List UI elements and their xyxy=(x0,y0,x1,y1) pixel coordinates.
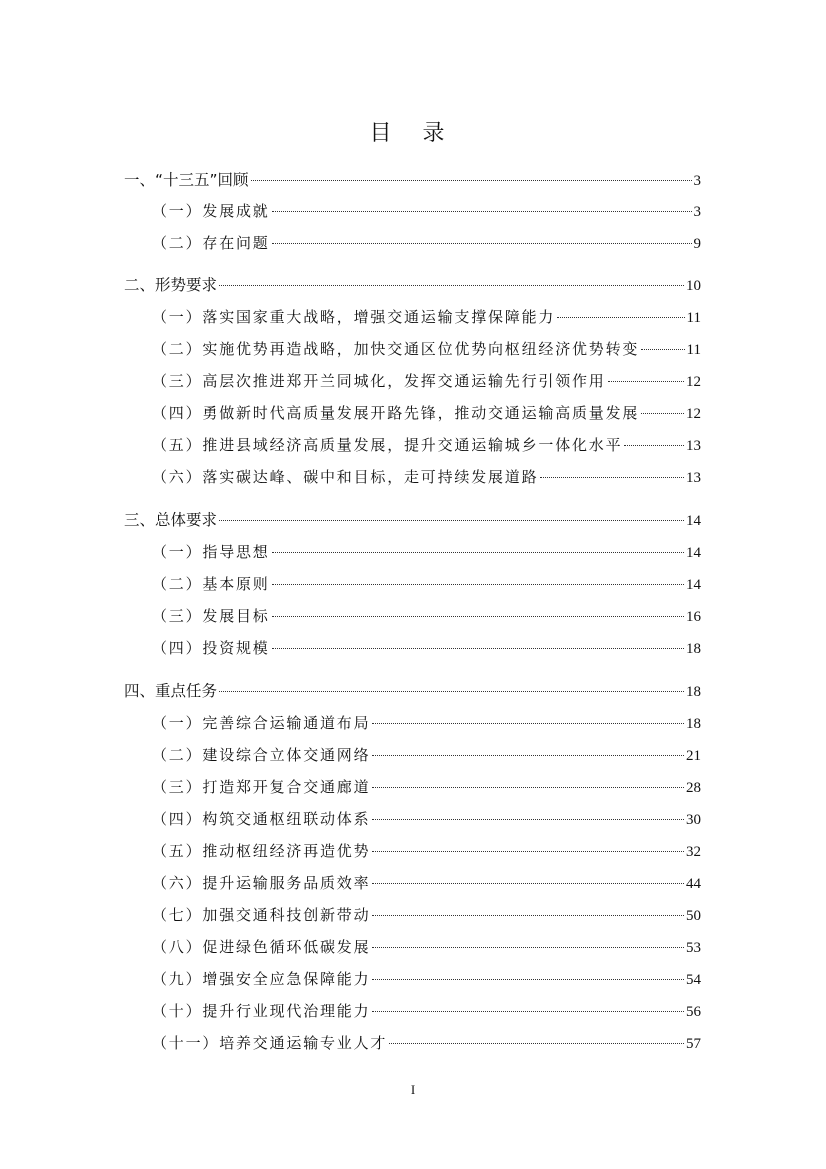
toc-section-entry[interactable] xyxy=(152,434,701,456)
toc-section-entry[interactable] xyxy=(152,541,701,563)
toc-entry-page-number: 32 xyxy=(686,844,701,860)
toc-entry-page-number: 13 xyxy=(686,438,701,454)
toc-dot-leader xyxy=(372,818,684,820)
toc-entry-label: （二）建设综合立体交通网络 xyxy=(152,746,371,764)
toc-entry-label: （七）加强交通科技创新带动 xyxy=(152,906,371,924)
toc-entry-label: （十一）培养交通运输专业人才 xyxy=(152,1034,388,1052)
toc-entry-page-number: 53 xyxy=(686,940,701,956)
toc-entry-page-number: 56 xyxy=(686,1004,701,1020)
toc-entry-label: （四）投资规模 xyxy=(152,639,270,657)
toc-entry-label: （一）落实国家重大战略，增强交通运输支撑保障能力 xyxy=(152,308,556,326)
toc-dot-leader xyxy=(272,210,692,212)
toc-dot-leader xyxy=(272,615,684,617)
toc-dot-leader xyxy=(624,444,684,446)
toc-dot-leader xyxy=(372,1010,684,1012)
toc-section-entry[interactable] xyxy=(152,776,701,798)
toc-section-entry[interactable] xyxy=(152,712,701,734)
toc-entry-label: （二）存在问题 xyxy=(152,234,270,252)
toc-dot-leader xyxy=(372,978,684,980)
toc-entry-label: 二、形势要求 xyxy=(124,276,218,294)
toc-dot-leader xyxy=(372,882,684,884)
toc-entry-label: 四、重点任务 xyxy=(124,682,218,700)
toc-dot-leader xyxy=(389,1042,684,1044)
toc-section-entry[interactable] xyxy=(152,968,701,990)
toc-entry-page-number: 18 xyxy=(686,641,701,657)
toc-entry-page-number: 50 xyxy=(686,908,701,924)
toc-entry-label: （四）勇做新时代高质量发展开路先锋，推动交通运输高质量发展 xyxy=(152,404,640,422)
toc-entry-label: （十）提升行业现代治理能力 xyxy=(152,1002,371,1020)
toc-entry-label: （五）推动枢纽经济再造优势 xyxy=(152,842,371,860)
toc-entry-page-number: 12 xyxy=(686,374,701,390)
toc-entry-page-number: 44 xyxy=(686,876,701,892)
toc-section-entry[interactable] xyxy=(152,306,701,328)
toc-entry-label: 一、“十三五”回顾 xyxy=(124,171,249,189)
toc-chapter-entry[interactable] xyxy=(124,274,701,296)
toc-dot-leader xyxy=(540,476,684,478)
toc-entry-page-number: 14 xyxy=(686,545,701,561)
toc-chapter-entry[interactable] xyxy=(124,169,701,191)
toc-dot-leader xyxy=(372,914,684,916)
toc-section-entry[interactable] xyxy=(152,402,701,424)
toc-entry-page-number: 12 xyxy=(686,406,701,422)
toc-dot-leader xyxy=(372,754,684,756)
toc-entry-label: （三）高层次推进郑开兰同城化，发挥交通运输先行引领作用 xyxy=(152,372,606,390)
toc-entry-label: （一）发展成就 xyxy=(152,202,270,220)
toc-entry-page-number: 18 xyxy=(686,684,701,700)
toc-section-entry[interactable] xyxy=(152,200,701,222)
toc-section-entry[interactable] xyxy=(152,936,701,958)
toc-section-entry[interactable] xyxy=(152,808,701,830)
toc-section-entry[interactable] xyxy=(152,605,701,627)
toc-dot-leader xyxy=(372,722,684,724)
toc-dot-leader xyxy=(219,519,684,521)
toc-entry-label: （六）落实碳达峰、碳中和目标，走可持续发展道路 xyxy=(152,468,539,486)
toc-dot-leader xyxy=(641,412,684,414)
toc-dot-leader xyxy=(219,284,684,286)
toc-entry-label: （四）构筑交通枢纽联动体系 xyxy=(152,810,371,828)
toc-dot-leader xyxy=(372,946,684,948)
toc-title: 目 录 xyxy=(369,121,457,146)
toc-entry-label: （八）促进绿色循环低碳发展 xyxy=(152,938,371,956)
toc-section-entry[interactable] xyxy=(152,370,701,392)
toc-entry-page-number: 57 xyxy=(686,1036,701,1052)
toc-entry-page-number: 28 xyxy=(686,780,701,796)
toc-section-entry[interactable] xyxy=(152,466,701,488)
toc-dot-leader xyxy=(272,583,684,585)
toc-entry-page-number: 11 xyxy=(686,310,701,326)
toc-section-entry[interactable] xyxy=(152,1000,701,1022)
toc-entry-label: 三、总体要求 xyxy=(124,511,218,529)
toc-entry-page-number: 9 xyxy=(693,236,701,252)
toc-entry-label: （一）完善综合运输通道布局 xyxy=(152,714,371,732)
toc-section-entry[interactable] xyxy=(152,232,701,254)
page-number: I xyxy=(410,1082,416,1097)
toc-entry-page-number: 14 xyxy=(686,513,701,529)
toc-entry-page-number: 30 xyxy=(686,812,701,828)
toc-dot-leader xyxy=(372,850,684,852)
toc-chapter-entry[interactable] xyxy=(124,509,701,531)
toc-dot-leader xyxy=(219,690,684,692)
toc-section-entry[interactable] xyxy=(152,1032,701,1054)
toc-entry-page-number: 54 xyxy=(686,972,701,988)
toc-entry-page-number: 3 xyxy=(693,173,701,189)
toc-entry-label: （九）增强安全应急保障能力 xyxy=(152,970,371,988)
toc-entry-label: （二）基本原则 xyxy=(152,575,270,593)
toc-chapter-entry[interactable] xyxy=(124,680,701,702)
toc-entry-label: （六）提升运输服务品质效率 xyxy=(152,874,371,892)
toc-dot-leader xyxy=(557,316,684,318)
toc-section-entry[interactable] xyxy=(152,744,701,766)
toc-dot-leader xyxy=(272,242,692,244)
toc-entry-label: （二）实施优势再造战略，加快交通区位优势向枢纽经济优势转变 xyxy=(152,340,640,358)
toc-entry-page-number: 18 xyxy=(686,716,701,732)
toc-section-entry[interactable] xyxy=(152,338,701,360)
toc-section-entry[interactable] xyxy=(152,904,701,926)
toc-entry-page-number: 13 xyxy=(686,470,701,486)
toc-dot-leader xyxy=(372,786,684,788)
toc-dot-leader xyxy=(272,551,684,553)
toc-entry-label: （三）打造郑开复合交通廊道 xyxy=(152,778,371,796)
toc-entry-page-number: 14 xyxy=(686,577,701,593)
toc-entry-page-number: 3 xyxy=(693,204,701,220)
toc-entry-page-number: 16 xyxy=(686,609,701,625)
toc-dot-leader xyxy=(272,647,684,649)
toc-section-entry[interactable] xyxy=(152,872,701,894)
toc-section-entry[interactable] xyxy=(152,573,701,595)
toc-section-entry[interactable] xyxy=(152,840,701,862)
toc-entry-page-number: 10 xyxy=(686,278,701,294)
toc-dot-leader xyxy=(251,179,692,181)
toc-section-entry[interactable] xyxy=(152,637,701,659)
toc-dot-leader xyxy=(641,348,684,350)
toc-entry-page-number: 21 xyxy=(686,748,701,764)
toc-entry-label: （一）指导思想 xyxy=(152,543,270,561)
toc-dot-leader xyxy=(608,380,684,382)
toc-entry-label: （五）推进县域经济高质量发展，提升交通运输城乡一体化水平 xyxy=(152,436,623,454)
toc-entry-label: （三）发展目标 xyxy=(152,607,270,625)
toc-entry-page-number: 11 xyxy=(686,342,701,358)
